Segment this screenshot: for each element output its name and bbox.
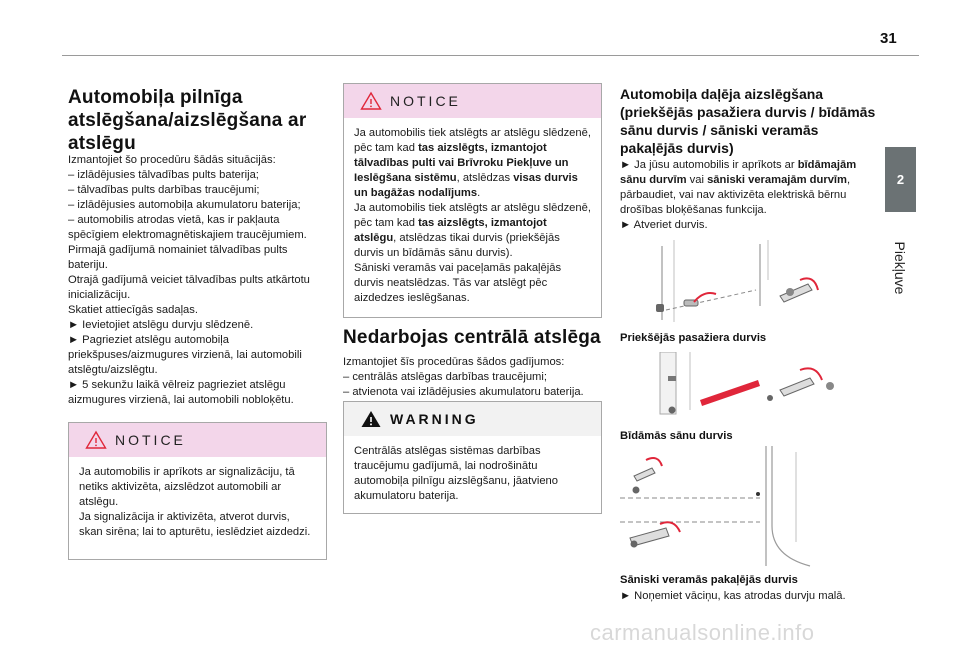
notice-body: Ja automobilis tiek atslēgts ar atslēgu slēdzenē, pēc tam kad tas aizslēgts, izmantojot tālvadības pulti vai Brīvroku Piekļuve un Ieslēgšana sistēmu, atslēdzas visas durvis un bagāžas nodalījums. Ja automobilis tiek atslēgts ar atslēgu slēdzenē, pēc tam kad tas aizslēgts, izmantojot atslēgu, atslēdzas tikai durvis (priekšējās durvis un bīdāmās sānu durvis). Sāniski veramās vai paceļamās pakaļējās durvis neatslēdzas. Tās var atslēgt pēc aizdedzes ieslēgšanas. [354, 127, 591, 304]
warning-label: WARNING [390, 411, 479, 427]
paragraph: Otrajā gadījumā veiciet tālvadības pults atkārtotu inicializāciju. [68, 274, 310, 301]
section-title-central-lock: Nedarbojas centrālā atslēga [343, 327, 601, 348]
notice-header [69, 423, 326, 457]
list-item: – tālvadības pults darbības traucējumi; [68, 184, 260, 196]
notice-label: NOTICE [115, 432, 186, 448]
paragraph: Izmantojiet šo procedūru šādās situācijās: [68, 154, 276, 166]
warning-box-battery [343, 401, 602, 514]
warning-icon [360, 409, 382, 429]
caution-icon [360, 91, 382, 111]
paragraph: Pirmajā gadījumā nomainiet tālvadības pults bateriju. [68, 244, 288, 271]
chapter-tab[interactable]: 2 [885, 147, 916, 212]
notice-body: Ja automobilis ir aprīkots ar signalizāciju, tā netiks aktivizēta, aizslēdzot automobili ar atslēgu. Ja signalizācija ir aktivizēta, atverot durvis, skan sirēna; lai to apturētu, ieslēdziet aizdedzi. [79, 466, 311, 538]
notice-box-unlock [343, 83, 602, 318]
section-title-key-locking: Automobiļa pilnīga atslēgšana/aizslēgšana ar atslēgu [68, 87, 307, 154]
watermark: carmanualsonline.info [590, 620, 815, 645]
notice-header [344, 84, 601, 118]
step: ► 5 sekunžu laikā vēlreiz pagrieziet atslēgu aizmugures virzienā, lai automobili nobloķētu. [68, 379, 294, 406]
notice-label: NOTICE [390, 93, 461, 109]
step: ► Pagrieziet atslēgu automobiļa priekšpuses/aizmugures virzienā, lai automobili atslēgtu/aizslēgtu. [68, 334, 302, 376]
sliding-door-lock-illustration [640, 352, 840, 416]
step: ► Ievietojiet atslēgu durvju slēdzenē. [68, 319, 254, 331]
step-remove-cap: ► Noņemiet vāciņu, kas atrodas durvju malā. [620, 590, 846, 602]
col1-body [68, 153, 326, 408]
list-item: – izlādējusies automobiļa akumulatoru baterija; [68, 199, 301, 211]
col3-body: ► Ja jūsu automobilis ir aprīkots ar bīdāmajām sānu durvīm vai sāniski veramajām durvīm, pārbaudiet, vai nav aktivizēta elektriskā bērnu drošības bloķēšanas funkcija. ► Atveriet durvis. [620, 159, 857, 231]
list-item: – automobilis atrodas vietā, kas ir pakļauta spēcīgiem elektromagnētiskajiem traucējumiem. [68, 214, 307, 241]
warning-body: Centrālās atslēgas sistēmas darbības traucējumu gadījumā, lai nodrošinātu automobiļa pilnīgu aizslēgšanu, jāatvieno akumulatoru baterija. [354, 445, 558, 502]
section-title-partial-lock: Automobiļa daļēja aizslēgšana (priekšējās pasažiera durvis / bīdāmās sānu durvis / sāniski veramās pakaļējās durvis) [620, 86, 876, 156]
front-door-lock-illustration [640, 240, 840, 322]
notice-box-alarm [68, 422, 327, 560]
warning-header [344, 402, 601, 436]
top-divider [62, 55, 919, 56]
rear-door-lock-illustration [620, 446, 835, 570]
page-number: 31 [880, 30, 897, 47]
chapter-label: Piekļuve [892, 241, 908, 295]
col2-body: Izmantojiet šīs procedūras šādos gadījumos: – centrālās atslēgas darbības traucējumi; – atvienota vai izlādējusies akumulatoru baterija. [343, 356, 584, 398]
caption-rear-door: Sāniski veramās pakaļējās durvis [620, 574, 798, 586]
caption-sliding-door: Bīdāmās sānu durvis [620, 430, 733, 442]
caption-front-door: Priekšējās pasažiera durvis [620, 332, 767, 344]
list-item: – izlādējusies tālvadības pults baterija; [68, 169, 259, 181]
caution-icon [85, 430, 107, 450]
paragraph: Skatiet attiecīgās sadaļas. [68, 304, 198, 316]
